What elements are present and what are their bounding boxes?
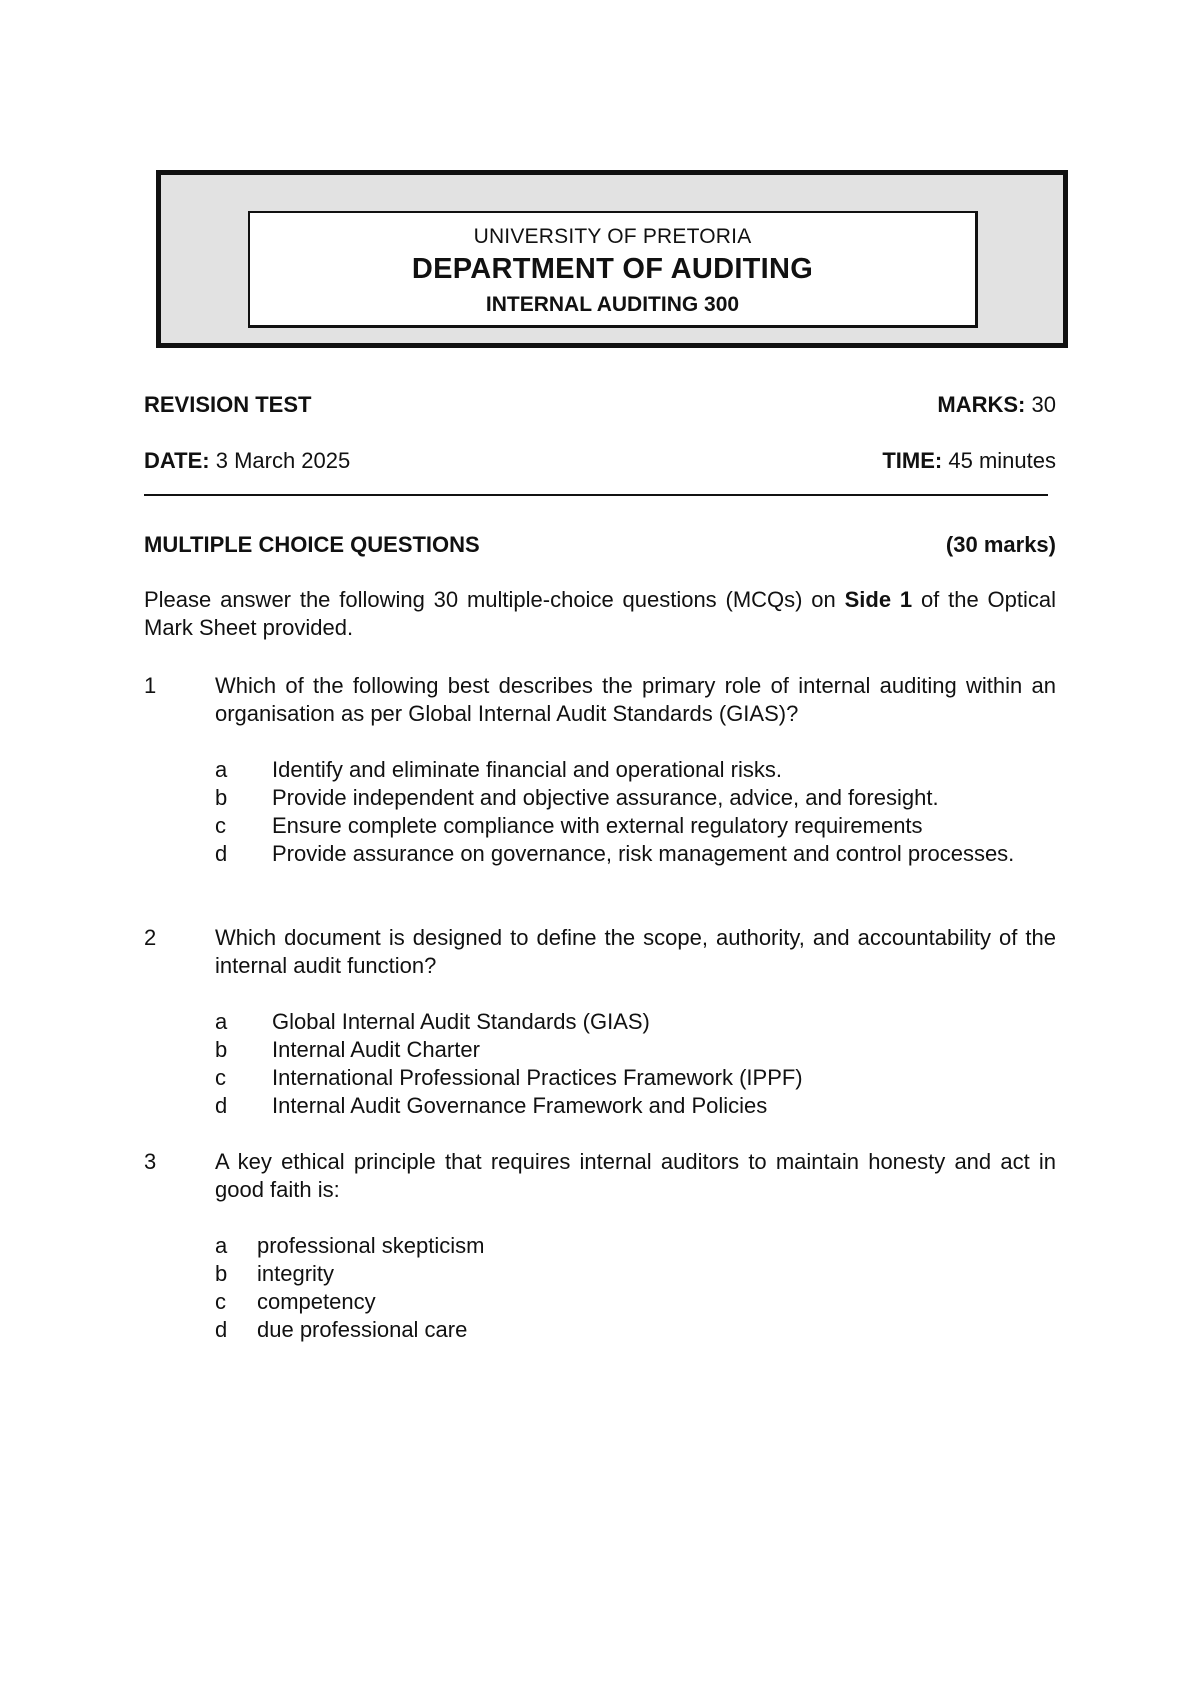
option-text: Internal Audit Charter (272, 1037, 480, 1062)
instruction-text-1: Please answer the following 30 multiple-choice questions (MCQs) on (144, 587, 845, 612)
option-text: integrity (257, 1261, 335, 1286)
question-number: 2 (144, 925, 157, 950)
option-text: Global Internal Audit Standards (GIAS) (272, 1009, 650, 1034)
option-text: professional skepticism (257, 1233, 485, 1258)
option-letter: b (215, 1037, 228, 1062)
instruction-emphasis: Side 1 (844, 587, 913, 612)
test-title: REVISION TEST (144, 392, 312, 417)
option-letter: a (215, 1233, 228, 1258)
option-text: Provide assurance on governance, risk management and control processes. (272, 841, 1015, 866)
date-info (144, 448, 350, 474)
option-text: Ensure complete compliance with external regulatory requirements (272, 813, 923, 838)
option-letter: b (215, 785, 228, 810)
option-letter: c (215, 813, 226, 838)
option-letter: c (215, 1065, 226, 1090)
marks-label: MARKS: (937, 392, 1026, 417)
option-letter: d (215, 841, 228, 866)
question-number: 3 (144, 1149, 157, 1174)
header-inner-box (248, 211, 978, 328)
marks-info (937, 392, 1056, 418)
date-label: DATE: (144, 448, 210, 473)
question-number: 1 (144, 673, 157, 698)
test-info-row-1 (144, 392, 1056, 422)
department-name: DEPARTMENT OF AUDITING (411, 253, 814, 285)
test-info-row-2 (144, 448, 1056, 478)
time-value: 45 minutes (948, 448, 1056, 473)
option-letter: b (215, 1261, 228, 1286)
time-info (882, 448, 1056, 474)
course-name: INTERNAL AUDITING 300 (485, 293, 740, 316)
option-letter: d (215, 1093, 228, 1118)
university-name: UNIVERSITY OF PRETORIA (473, 225, 752, 248)
option-text: Provide independent and objective assurance, advice, and foresight. (272, 785, 939, 810)
time-label: TIME: (882, 448, 943, 473)
instruction-text-2: of the Optical Mark Sheet provided. (144, 587, 1056, 640)
question-text: Which document is designed to define the scope, authority, and accountability of the internal audit function? (215, 925, 1056, 978)
option-text: Internal Audit Governance Framework and Policies (272, 1093, 768, 1118)
option-text: competency (257, 1289, 376, 1314)
option-text: International Professional Practices Framework (IPPF) (272, 1065, 803, 1090)
option-letter: a (215, 757, 228, 782)
option-text: due professional care (257, 1317, 468, 1342)
marks-value: 30 (1031, 392, 1056, 417)
horizontal-rule (144, 494, 1048, 496)
option-letter: a (215, 1009, 228, 1034)
instruction-paragraph (144, 586, 1056, 642)
header-box (156, 170, 1068, 348)
option-text: Identify and eliminate financial and operational risks. (272, 757, 782, 782)
question-text: Which of the following best describes the primary role of internal auditing within an organisation as per Global Internal Audit Standards (GIAS)? (215, 673, 1056, 726)
question-text: A key ethical principle that requires internal auditors to maintain honesty and act in good faith is: (215, 1149, 1056, 1202)
option-letter: d (215, 1317, 228, 1342)
date-value: 3 March 2025 (215, 448, 351, 473)
section-title: MULTIPLE CHOICE QUESTIONS (144, 532, 480, 557)
option-letter: c (215, 1289, 226, 1314)
section-heading-row (144, 532, 1056, 562)
section-marks: (30 marks) (945, 532, 1056, 557)
